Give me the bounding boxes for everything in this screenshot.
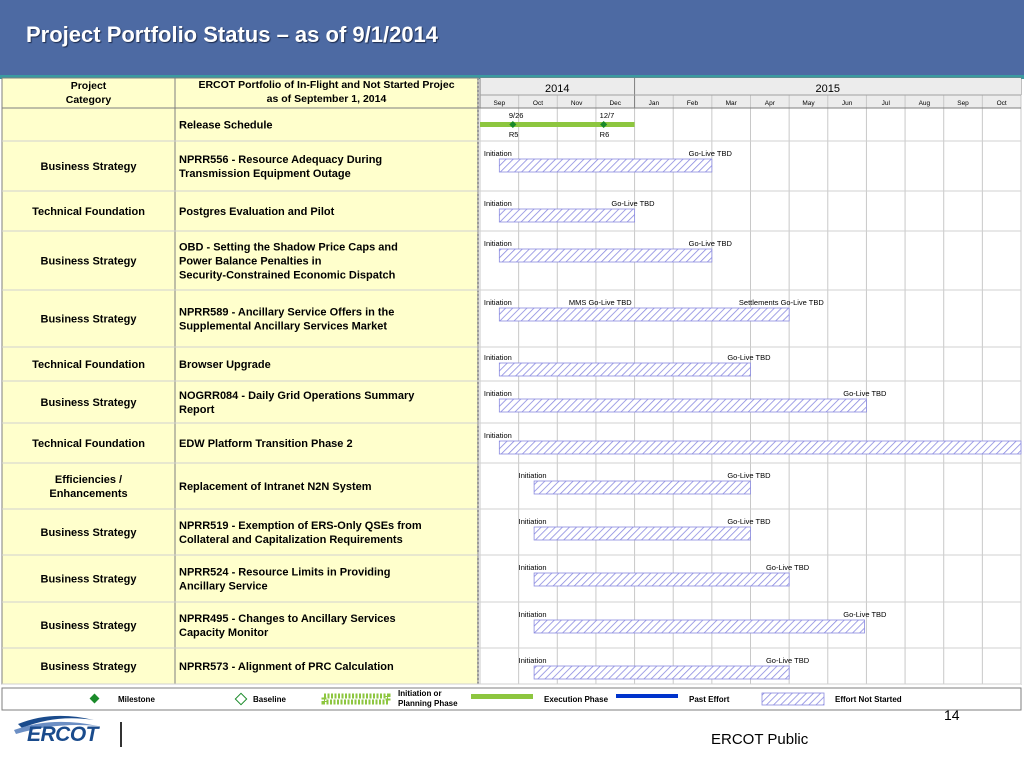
effort-not-started-bar <box>534 481 750 494</box>
legend-label: Planning Phase <box>398 699 458 708</box>
effort-not-started-bar <box>499 308 789 321</box>
phase-label: Go-Live TBD <box>765 563 810 572</box>
phase-label: Initiation <box>518 610 547 619</box>
project-category: Business Strategy <box>40 313 137 326</box>
project-header-line: as of September 1, 2014 <box>266 93 387 105</box>
phase-label: Initiation <box>483 431 512 440</box>
project-name: Power Balance Penalties in <box>179 255 322 268</box>
project-name: EDW Platform Transition Phase 2 <box>179 438 353 450</box>
project-name: Security-Constrained Economic Dispatch <box>179 269 396 282</box>
phase-label: Go-Live TBD <box>727 517 771 526</box>
legend-label: Initiation or <box>398 689 442 698</box>
month-label: Sep <box>957 100 969 107</box>
legend-label: Baseline <box>253 695 286 704</box>
phase-label: MMS Go-Live TBD <box>568 298 632 307</box>
page-title: Project Portfolio Status – as of 9/1/2014 <box>26 22 439 47</box>
project-category: Technical Foundation <box>32 438 145 450</box>
phase-label: Go-Live TBD <box>765 656 810 665</box>
phase-label: Initiation <box>518 563 547 572</box>
project-category: Technical Foundation <box>32 359 145 371</box>
phase-label: Go-Live TBD <box>727 471 771 480</box>
project-name: Ancillary Service <box>179 580 268 593</box>
effort-not-started-bar <box>534 573 789 586</box>
phase-label: Initiation <box>518 517 547 526</box>
effort-not-started-bar <box>499 249 712 262</box>
project-name: Transmission Equipment Outage <box>179 168 351 180</box>
legend-past-effort-swatch <box>616 694 678 698</box>
project-header-line: ERCOT Portfolio of In-Flight and Not Started Projec <box>198 79 455 91</box>
project-category: Business Strategy <box>40 620 137 632</box>
month-label: Jun <box>841 100 853 107</box>
legend-label: Effort Not Started <box>835 695 902 704</box>
project-name: OBD - Setting the Shadow Price Caps and <box>179 241 398 254</box>
legend-label: Past Effort <box>689 695 730 704</box>
project-category: Business Strategy <box>40 255 137 268</box>
phase-label: Initiation <box>518 656 547 665</box>
ercot-logo-text: ERCOT <box>27 723 98 746</box>
month-label: Dec <box>609 100 622 107</box>
year-label: 2014 <box>545 83 570 95</box>
month-label: Apr <box>764 100 775 107</box>
effort-not-started-bar <box>499 209 634 222</box>
page-number: 14 <box>944 707 960 723</box>
milestone-date-label: 9/26 <box>508 111 524 120</box>
month-label: Sep <box>493 100 506 107</box>
project-name: NPRR556 - Resource Adequacy During <box>179 154 383 166</box>
project-category: Technical Foundation <box>32 206 145 218</box>
phase-label: Go-Live TBD <box>843 389 887 398</box>
project-name: Collateral and Capitalization Requirements <box>179 534 403 546</box>
project-name: Replacement of Intranet N2N System <box>179 481 372 493</box>
project-category: Efficiencies / <box>54 474 123 486</box>
phase-label: Initiation <box>518 471 547 480</box>
project-category: Business Strategy <box>40 661 137 673</box>
project-category: Enhancements <box>49 488 128 500</box>
project-category: Business Strategy <box>40 527 137 539</box>
effort-not-started-bar <box>499 159 712 172</box>
milestone-release-label: R5 <box>508 130 519 139</box>
project-name: NPRR519 - Exemption of ERS-Only QSEs from <box>179 520 422 532</box>
project-name: NPRR573 - Alignment of PRC Calculation <box>179 661 394 673</box>
legend-execution-swatch <box>471 694 533 699</box>
year-label: 2015 <box>815 83 841 95</box>
month-label: Nov <box>570 100 583 107</box>
phase-label: Go-Live TBD <box>688 239 732 248</box>
project-name: NPRR589 - Ancillary Service Offers in the <box>179 306 395 319</box>
project-name: Release Schedule <box>179 119 273 132</box>
phase-label: Initiation <box>483 389 512 398</box>
gantt-legend <box>2 688 1021 710</box>
month-label: Jul <box>881 100 890 107</box>
project-name: Supplemental Ancillary Services Market <box>179 320 388 333</box>
month-label: Jan <box>648 100 660 107</box>
classification-label: ERCOT Public <box>711 731 809 748</box>
project-name: Browser Upgrade <box>179 359 271 371</box>
project-name: Postgres Evaluation and Pilot <box>179 206 335 218</box>
month-label: Feb <box>686 100 699 107</box>
phase-label: Initiation <box>483 149 512 158</box>
effort-not-started-bar <box>499 441 1021 454</box>
phase-label: Go-Live TBD <box>688 149 732 158</box>
phase-label: Settlements Go-Live TBD <box>738 298 824 307</box>
project-category: Business Strategy <box>40 161 137 173</box>
phase-label: Go-Live TBD <box>727 353 771 362</box>
category-header-line: Category <box>65 94 112 106</box>
milestone-release-label: R6 <box>599 130 610 139</box>
project-category: Business Strategy <box>40 397 137 409</box>
phase-label: Initiation <box>483 353 512 362</box>
effort-not-started-bar <box>534 527 750 540</box>
project-name: NPRR495 - Changes to Ancillary Services <box>179 613 396 625</box>
project-name: Report <box>179 404 215 416</box>
effort-not-started-bar <box>499 363 750 376</box>
effort-not-started-bar <box>534 666 789 679</box>
project-name: Capacity Monitor <box>179 627 269 639</box>
execution-phase-bar <box>480 122 635 127</box>
month-label: Mar <box>725 100 737 107</box>
phase-label: Initiation <box>483 199 512 208</box>
phase-label: Initiation <box>483 298 512 307</box>
month-label: Oct <box>996 100 1007 107</box>
month-label: May <box>802 100 815 107</box>
legend-label: Milestone <box>118 695 155 704</box>
legend-label: Execution Phase <box>544 695 609 704</box>
month-label: Aug <box>918 100 931 107</box>
effort-not-started-bar <box>534 620 864 633</box>
project-name: NOGRR084 - Daily Grid Operations Summary <box>179 390 415 402</box>
effort-not-started-bar <box>499 399 866 412</box>
project-name: NPRR524 - Resource Limits in Providing <box>179 566 391 579</box>
phase-label: Initiation <box>483 239 512 248</box>
phase-label: Go-Live TBD <box>611 199 655 208</box>
phase-label: Go-Live TBD <box>843 610 887 619</box>
month-label: Oct <box>532 100 544 107</box>
milestone-date-label: 12/7 <box>599 111 615 120</box>
legend-not-started-swatch <box>762 693 824 705</box>
project-category: Business Strategy <box>40 573 137 586</box>
footer-divider <box>120 722 122 747</box>
category-header-line: Project <box>70 80 107 92</box>
